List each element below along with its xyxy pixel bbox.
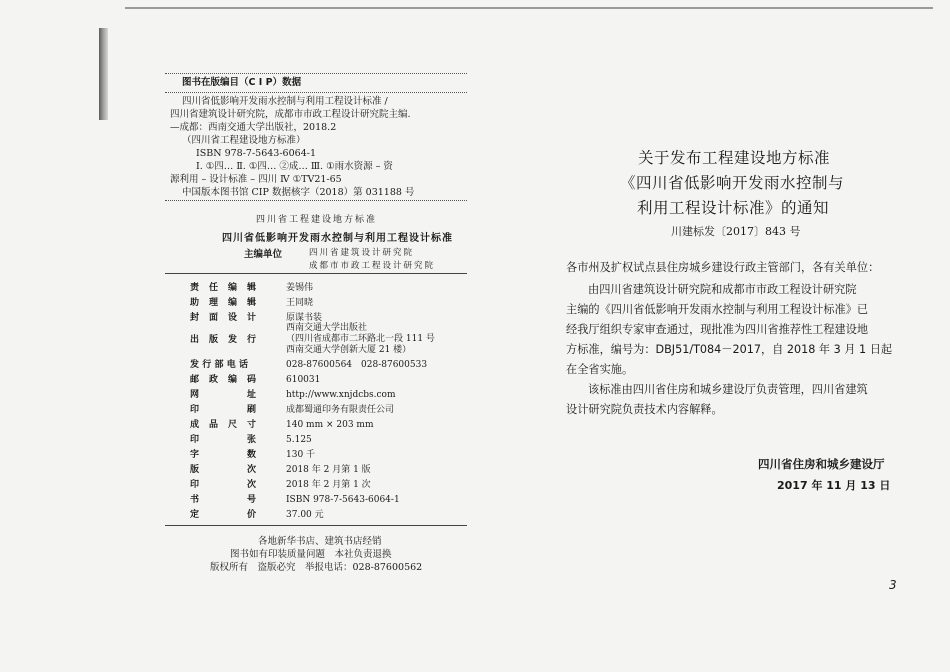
body-line: 设计研究院负责技术内容解释。 (566, 403, 723, 416)
editor-label: 主编单位 (244, 249, 283, 260)
cip-line: （四川省工程建设地方标准） (182, 135, 306, 146)
imprint-row (190, 419, 470, 432)
imprint-value: 姜锡伟 (286, 283, 314, 293)
imprint-row (190, 282, 470, 295)
editor-org: 四川省建筑设计研究院 (309, 248, 415, 258)
imprint-label: 书号 (190, 495, 256, 505)
imprint-label: 网址 (190, 390, 256, 400)
imprint-label: 字数 (190, 450, 256, 460)
imprint-label: 助理编辑 (190, 298, 256, 308)
imprint-label: 邮政编码 (190, 375, 256, 385)
book-title: 四川省低影响开发雨水控制与利用工程设计标准 (222, 233, 453, 244)
cip-line: 四川省低影响开发雨水控制与利用工程设计标准 / (182, 96, 388, 107)
imprint-row (190, 494, 470, 507)
cip-heading: 图书在版编目（C I P）数据 (182, 77, 302, 88)
body-line: 由四川省建筑设计研究院和成都市市政工程设计研究院 (588, 283, 857, 296)
cip-line: —成都：西南交通大学出版社，2018.2 (170, 122, 337, 133)
cip-line: 四川省建筑设计研究院，成都市市政工程设计研究院主编. (170, 109, 411, 120)
imprint-row (190, 464, 470, 477)
cip-top-rule (165, 73, 467, 74)
imprint-row (190, 374, 470, 387)
footer-line: 各地新华书店、建筑书店经销 (258, 536, 382, 547)
imprint-value: ISBN 978-7-5643-6064-1 (286, 495, 400, 505)
body-line: 经我厅组织专家审查通过，现批准为四川省推荐性工程建设地 (566, 323, 869, 336)
cip-line: 中国版本图书馆 CIP 数据核字（2018）第 031188 号 (182, 187, 415, 198)
imprint-value: 130 千 (286, 450, 316, 460)
body-line: 在全省实施。 (566, 363, 634, 376)
page-number: 3 (889, 578, 897, 592)
imprint-value: 5.125 (286, 435, 312, 445)
salutation: 各市州及扩权试点县住房城乡建设行政主管部门，各有关单位： (566, 261, 880, 274)
imprint-top-rule (165, 273, 467, 274)
footer-line: 版权所有 盗版必究 举报电话：028-87600562 (210, 562, 423, 573)
book-spine-shadow (99, 28, 108, 120)
imprint-value: 37.00 元 (286, 510, 324, 520)
imprint-row (190, 479, 470, 492)
imprint-row (190, 509, 470, 522)
imprint-label: 成品尺寸 (190, 420, 256, 430)
imprint-value: 王同晓 (286, 298, 314, 308)
imprint-value: 610031 (286, 375, 321, 385)
imprint-value: 成都蜀通印务有限责任公司 (286, 405, 395, 415)
imprint-row (190, 297, 470, 310)
notice-title-line: 《四川省低影响开发雨水控制与 (620, 174, 845, 192)
scan-edge-line (125, 7, 933, 9)
imprint-value: http://www.xnjdcbs.com (286, 390, 396, 400)
notice-title-line: 利用工程设计标准》的通知 (637, 199, 830, 217)
imprint-value: 原谋书装 (286, 313, 323, 323)
imprint-value: 2018 年 2 月第 1 次 (286, 480, 371, 490)
imprint-label: 封面设计 (190, 313, 256, 323)
imprint-row (190, 389, 470, 402)
imprint-row (190, 434, 470, 447)
series-title: 四川省工程建设地方标准 (256, 215, 378, 225)
imprint-value: 028-87600564 028-87600533 (286, 360, 428, 370)
doc-number: 川建标发〔2017〕843 号 (671, 225, 801, 238)
cip-line: ISBN 978-7-5643-6064-1 (196, 148, 316, 159)
publisher-name: 西南交通大学出版社 (286, 323, 368, 333)
body-line: 主编的《四川省低影响开发雨水控制与利用工程设计标准》已 (566, 303, 869, 316)
imprint-value: 140 mm × 203 mm (286, 420, 374, 430)
cip-heading-rule (165, 92, 467, 93)
notice-title-line: 关于发布工程建设地方标准 (638, 149, 831, 167)
imprint-label: 定价 (190, 510, 256, 520)
imprint-label: 责任编辑 (190, 283, 256, 293)
imprint-label: 版次 (190, 465, 256, 475)
publisher-address: 西南交通大学创新大厦 21 楼） (286, 345, 412, 355)
imprint-label: 印次 (190, 480, 256, 490)
editor-org: 成都市市政工程设计研究院 (309, 261, 436, 271)
signature-date: 2017 年 11 月 13 日 (777, 479, 891, 492)
imprint-label: 印张 (190, 435, 256, 445)
body-line: 方标准，编号为：DBJ51/T084－2017，自 2018 年 3 月 1 日起 (566, 343, 893, 356)
cip-line: 源利用 – 设计标准 – 四川 Ⅳ ①TV21-65 (170, 174, 342, 185)
imprint-row (190, 359, 470, 372)
imprint-label: 印刷 (190, 405, 256, 415)
imprint-label: 出版发行 (190, 335, 256, 345)
imprint-bottom-rule (165, 525, 467, 526)
imprint-value: 2018 年 2 月第 1 版 (286, 465, 371, 475)
footer-line: 图书如有印装质量问题 本社负责退换 (230, 549, 392, 560)
signature-org: 四川省住房和城乡建设厅 (758, 457, 885, 471)
publisher-address: （四川省成都市二环路北一段 111 号 (286, 334, 435, 344)
body-line: 该标准由四川省住房和城乡建设厅负责管理，四川省建筑 (588, 383, 868, 396)
cip-bottom-rule (165, 200, 467, 201)
imprint-row (190, 449, 470, 462)
cip-line: Ⅰ. ①四… Ⅱ. ①四… ②成… Ⅲ. ①雨水资源 – 资 (196, 161, 393, 172)
imprint-label: 发行部电话 (190, 360, 248, 370)
imprint-row (190, 404, 470, 417)
